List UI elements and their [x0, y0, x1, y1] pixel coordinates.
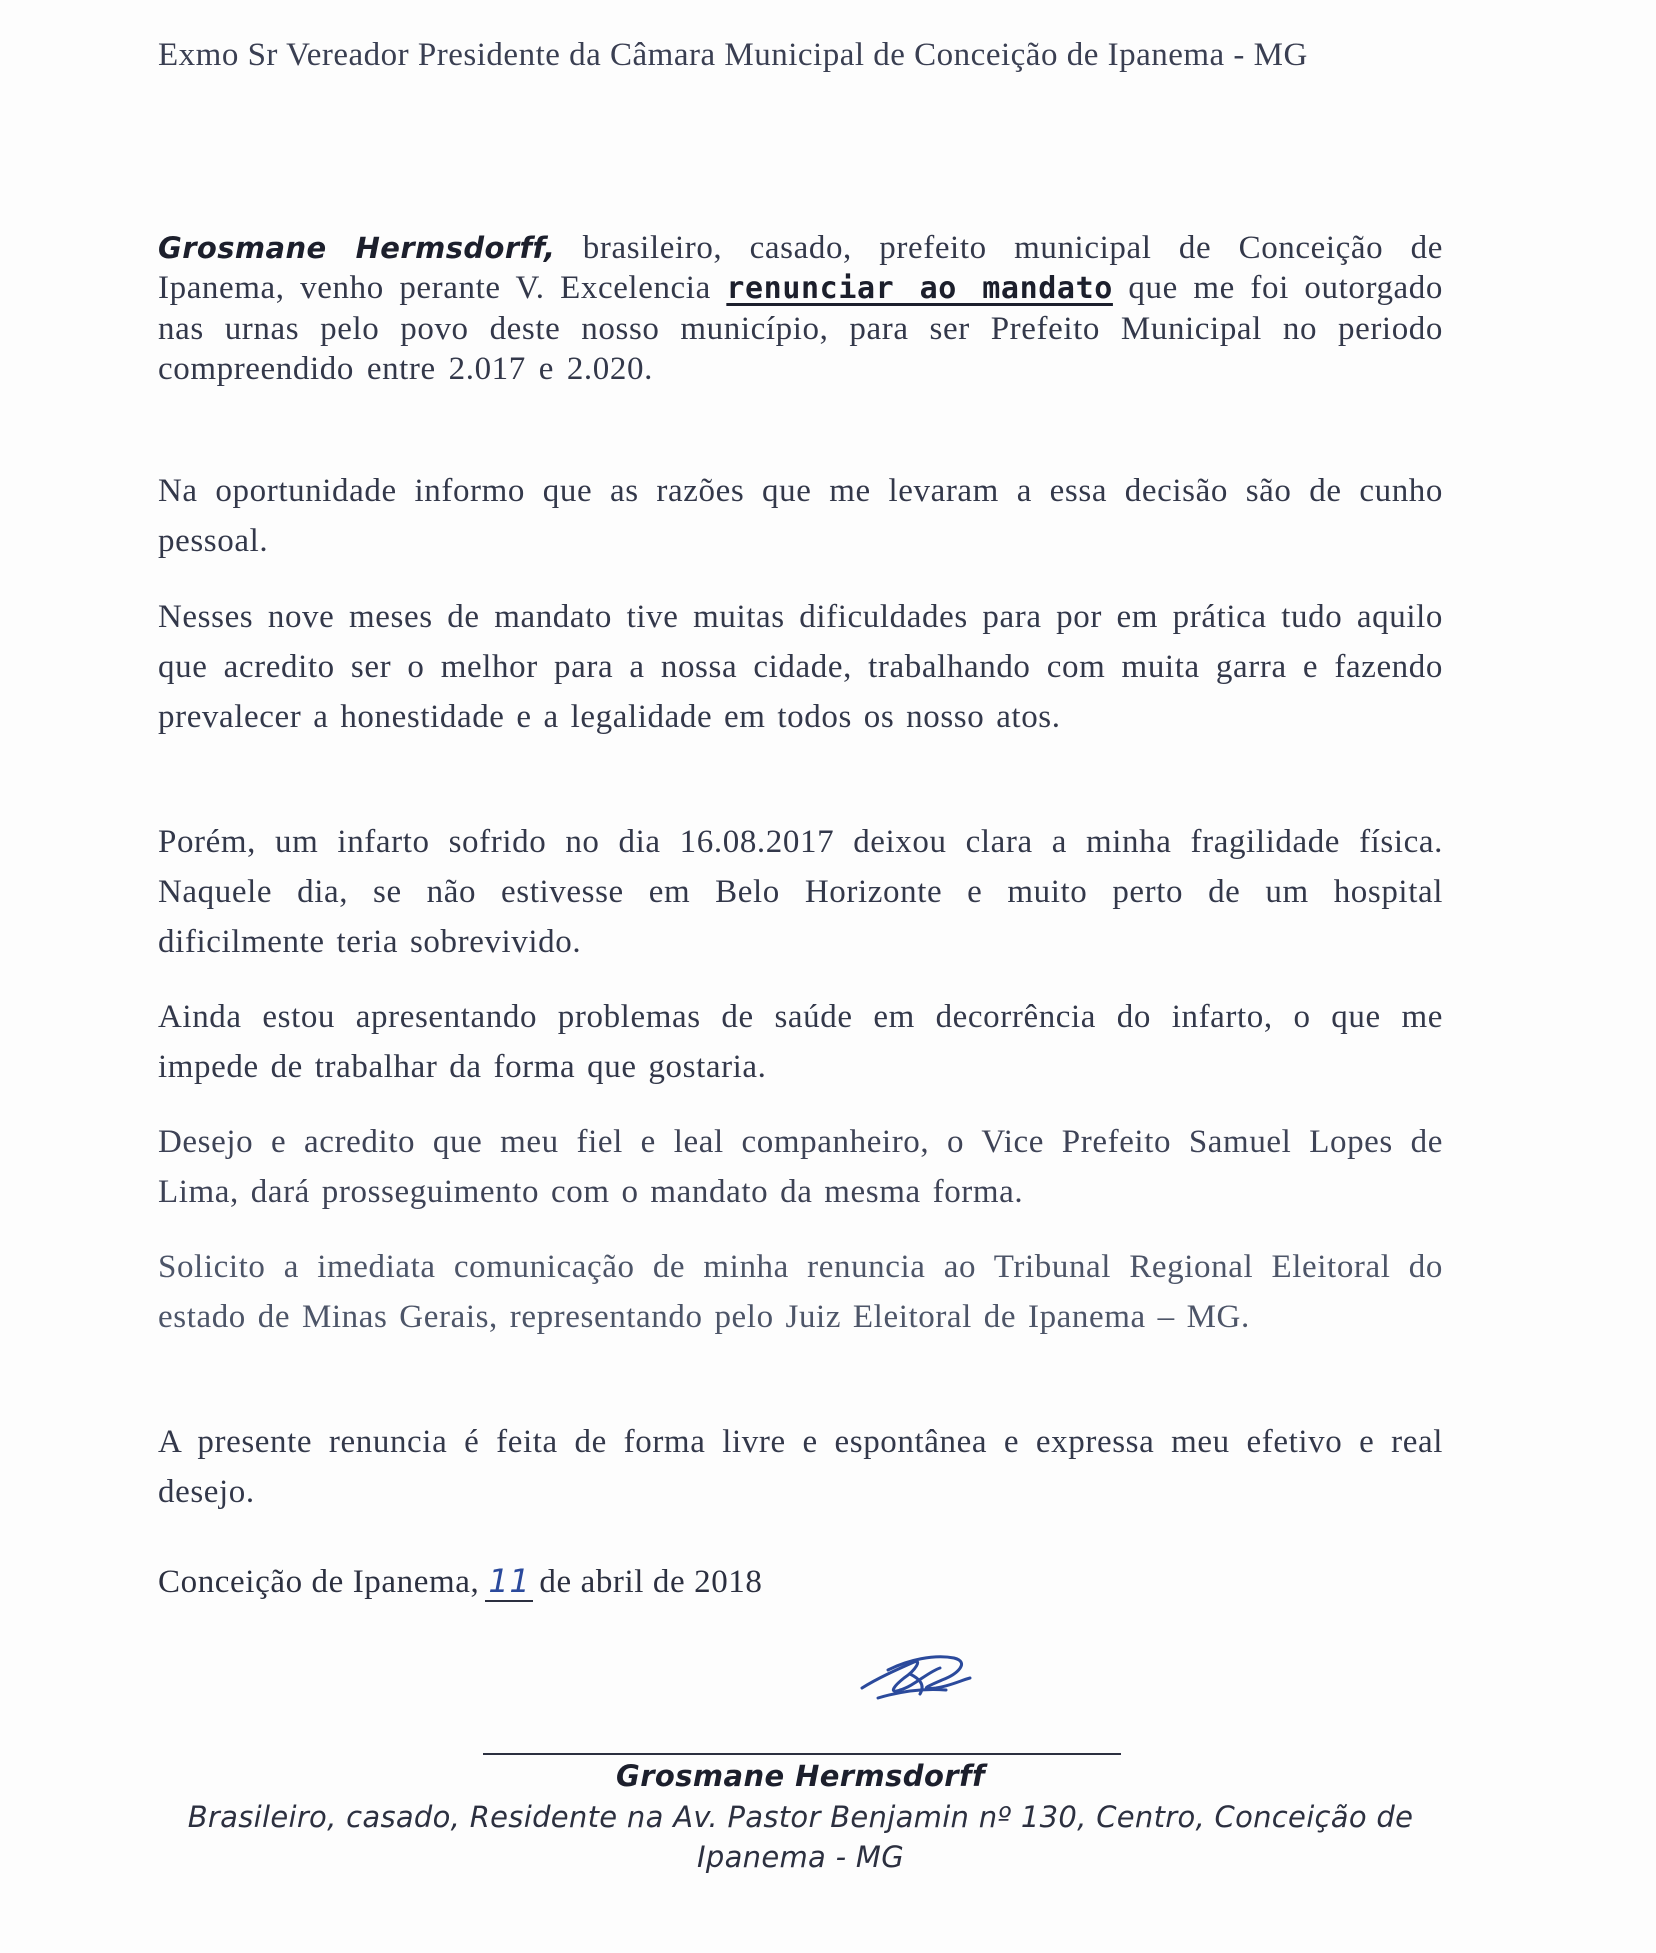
opening-text-after: que me foi outorgado nas urnas pelo povo deste nosso município, para ser Prefeito Municipal no periodo compreendido entre 2.017 e 2.020. [158, 270, 1443, 387]
date-place: Conceição de Ipanema, [158, 1564, 480, 1600]
opening-text-before: brasileiro, casado, prefeito municipal de Conceição de Ipanema, venho perante V. Excelencia [158, 230, 1443, 306]
signatory-address: Brasileiro, casado, Residente na Av. Pastor Benjamin nº 130, Centro, Conceição de Ipanema - MG [187, 1800, 1414, 1874]
paragraph-health: Ainda estou apresentando problemas de saúde em decorrência do infarto, o que me impede de trabalhar da forma que gostaria. [158, 999, 1443, 1085]
paragraph-vice-mayor: Desejo e acredito que meu fiel e leal companheiro, o Vice Prefeito Samuel Lopes de Lima, dará prosseguimento com o mandato da mesma forma. [158, 1124, 1443, 1210]
signatory-name: Grosmane Hermsdorff [615, 1759, 986, 1793]
date-month-year: de abril de 2018 [539, 1564, 763, 1600]
paragraph-free-will: A presente renuncia é feita de forma livre e espontânea e expressa meu efetivo e real desejo. [158, 1424, 1443, 1510]
paragraph-difficulties: Nesses nove meses de mandato tive muitas dificuldades para por em prática tudo aquilo que acredito ser o melhor para a nossa cidade, trabalhando com muita garra e fazendo prevalecer a honestidade e a legalidade em todos os nosso atos. [158, 599, 1443, 735]
date-day-handwritten: 11 [485, 1562, 533, 1602]
date-line [158, 1557, 763, 1607]
paragraph-infarction: Porém, um infarto sofrido no dia 16.08.2017 deixou clara a minha fragilidade física. Naquele dia, se não estivesse em Belo Horizonte e muito perto de um hospital dificilmente teria sobrevivido. [158, 824, 1443, 960]
paragraph-communication: Solicito a imediata comunicação de minha renuncia ao Tribunal Regional Eleitoral do estado de Minas Gerais, representando pelo Juiz Eleitoral de Ipanema – MG. [158, 1249, 1443, 1335]
opening-paragraph [158, 228, 1443, 389]
handwritten-signature [858, 1648, 978, 1710]
addressee-line: Exmo Sr Vereador Presidente da Câmara Municipal de Conceição de Ipanema - MG [158, 37, 1308, 73]
resignation-emphasis: renunciar ao mandato [726, 271, 1113, 306]
author-name: Grosmane Hermsdorff, [158, 231, 556, 265]
paragraph-reasons: Na oportunidade informo que as razões que me levaram a essa decisão são de cunho pessoal. [158, 473, 1443, 559]
